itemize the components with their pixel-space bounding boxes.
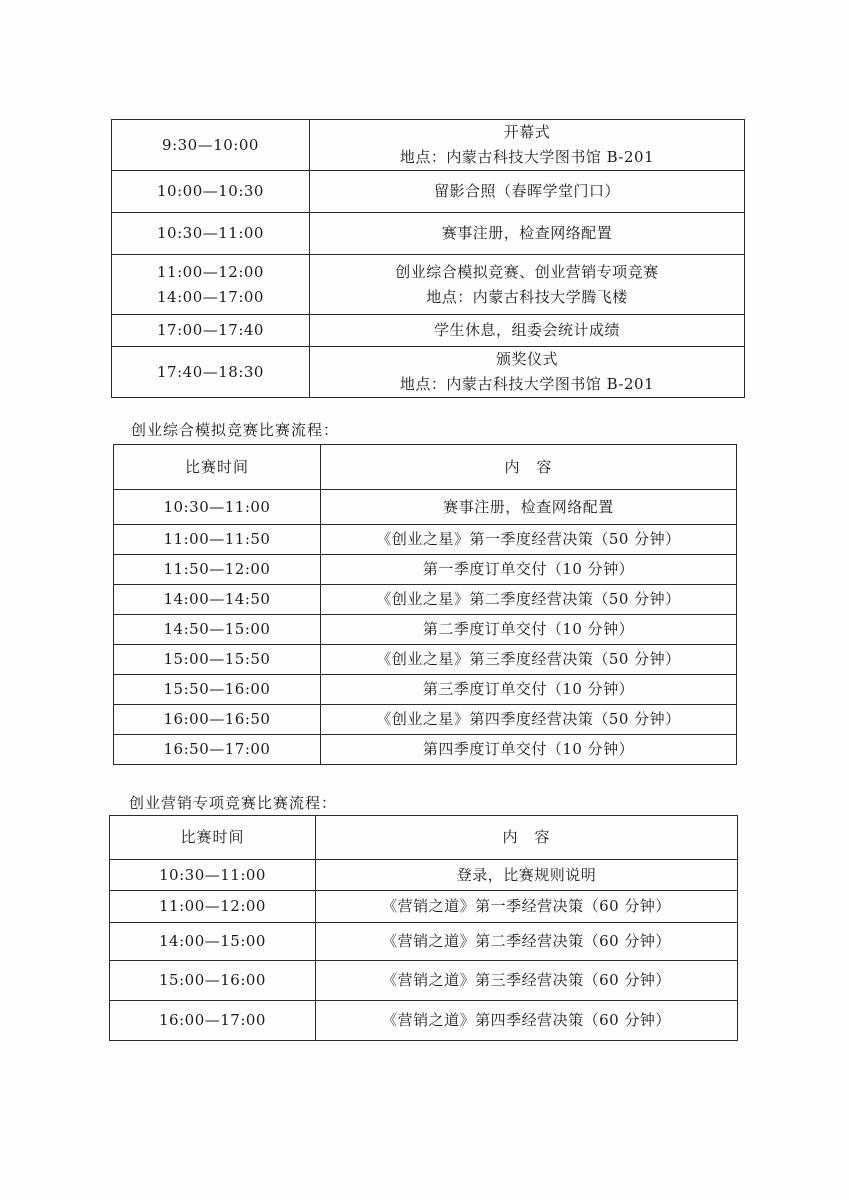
content-cell: 第一季度订单交付（10 分钟） xyxy=(321,555,737,585)
table-row xyxy=(112,255,745,315)
table-row xyxy=(110,923,738,961)
content-cell: 赛事注册，检查网络配置 xyxy=(310,213,745,255)
time-cell: 11:00—12:00 xyxy=(110,891,316,923)
table-header-row xyxy=(114,445,737,490)
content-cell: 《营销之道》第二季经营决策（60 分钟） xyxy=(316,923,738,961)
table-row xyxy=(112,213,745,255)
marketing-section-title: 创业营销专项竞赛比赛流程： xyxy=(129,794,338,812)
time-cell: 16:50—17:00 xyxy=(114,735,321,765)
content-cell: 《营销之道》第一季经营决策（60 分钟） xyxy=(316,891,738,923)
content-cell: 第三季度订单交付（10 分钟） xyxy=(321,675,737,705)
comprehensive-section-title: 创业综合模拟竞赛比赛流程： xyxy=(131,421,340,439)
content-cell: 第二季度订单交付（10 分钟） xyxy=(321,615,737,645)
time-cell: 10:30—11:00 xyxy=(114,490,321,525)
time-cell: 11:50—12:00 xyxy=(114,555,321,585)
time-cell: 17:40—18:30 xyxy=(112,347,310,398)
table-row xyxy=(112,347,745,398)
header-time-cell: 比赛时间 xyxy=(110,816,316,860)
time-cell: 9:30—10:00 xyxy=(112,120,310,171)
content-cell: 赛事注册，检查网络配置 xyxy=(321,490,737,525)
comprehensive-competition-table xyxy=(113,444,737,765)
time-cell: 16:00—17:00 xyxy=(110,1001,316,1041)
content-cell: 留影合照（春晖学堂门口） xyxy=(310,171,745,213)
table-row xyxy=(110,961,738,1001)
time-cell: 10:30—11:00 xyxy=(112,213,310,255)
time-cell: 10:00—10:30 xyxy=(112,171,310,213)
content-cell: 《营销之道》第三季经营决策（60 分钟） xyxy=(316,961,738,1001)
header-content-cell: 内 容 xyxy=(316,816,738,860)
table-row xyxy=(114,645,737,675)
content-cell: 《创业之星》第四季度经营决策（50 分钟） xyxy=(321,705,737,735)
table-row xyxy=(114,675,737,705)
event-schedule-table xyxy=(111,119,745,398)
table-row xyxy=(114,525,737,555)
content-cell: 颁奖仪式 地点：内蒙古科技大学图书馆 B-201 xyxy=(310,347,745,398)
time-cell: 10:30—11:00 xyxy=(110,860,316,891)
header-content-cell: 内 容 xyxy=(321,445,737,490)
time-cell: 15:00—15:50 xyxy=(114,645,321,675)
table-row xyxy=(114,555,737,585)
content-cell: 《创业之星》第二季度经营决策（50 分钟） xyxy=(321,585,737,615)
table-row xyxy=(110,891,738,923)
time-cell: 14:00—15:00 xyxy=(110,923,316,961)
content-cell: 登录，比赛规则说明 xyxy=(316,860,738,891)
header-time-cell: 比赛时间 xyxy=(114,445,321,490)
time-cell: 17:00—17:40 xyxy=(112,315,310,347)
time-cell: 14:00—14:50 xyxy=(114,585,321,615)
table-row xyxy=(114,735,737,765)
time-cell: 11:00—11:50 xyxy=(114,525,321,555)
content-cell: 学生休息，组委会统计成绩 xyxy=(310,315,745,347)
table-row xyxy=(114,615,737,645)
time-cell: 11:00—12:00 14:00—17:00 xyxy=(112,255,310,315)
table-row xyxy=(114,585,737,615)
content-cell: 创业综合模拟竞赛、创业营销专项竞赛 地点：内蒙古科技大学腾飞楼 xyxy=(310,255,745,315)
table-row xyxy=(110,860,738,891)
time-cell: 14:50—15:00 xyxy=(114,615,321,645)
content-cell: 第四季度订单交付（10 分钟） xyxy=(321,735,737,765)
time-cell: 15:50—16:00 xyxy=(114,675,321,705)
table-row xyxy=(110,1001,738,1041)
table-row xyxy=(112,315,745,347)
time-cell: 15:00—16:00 xyxy=(110,961,316,1001)
content-cell: 《创业之星》第一季度经营决策（50 分钟） xyxy=(321,525,737,555)
table-row xyxy=(112,120,745,171)
table-row xyxy=(114,705,737,735)
table-header-row xyxy=(110,816,738,860)
content-cell: 《创业之星》第三季度经营决策（50 分钟） xyxy=(321,645,737,675)
marketing-competition-table xyxy=(109,815,738,1041)
table-row xyxy=(114,490,737,525)
table-row xyxy=(112,171,745,213)
time-cell: 16:00—16:50 xyxy=(114,705,321,735)
content-cell: 开幕式 地点：内蒙古科技大学图书馆 B-201 xyxy=(310,120,745,171)
content-cell: 《营销之道》第四季经营决策（60 分钟） xyxy=(316,1001,738,1041)
